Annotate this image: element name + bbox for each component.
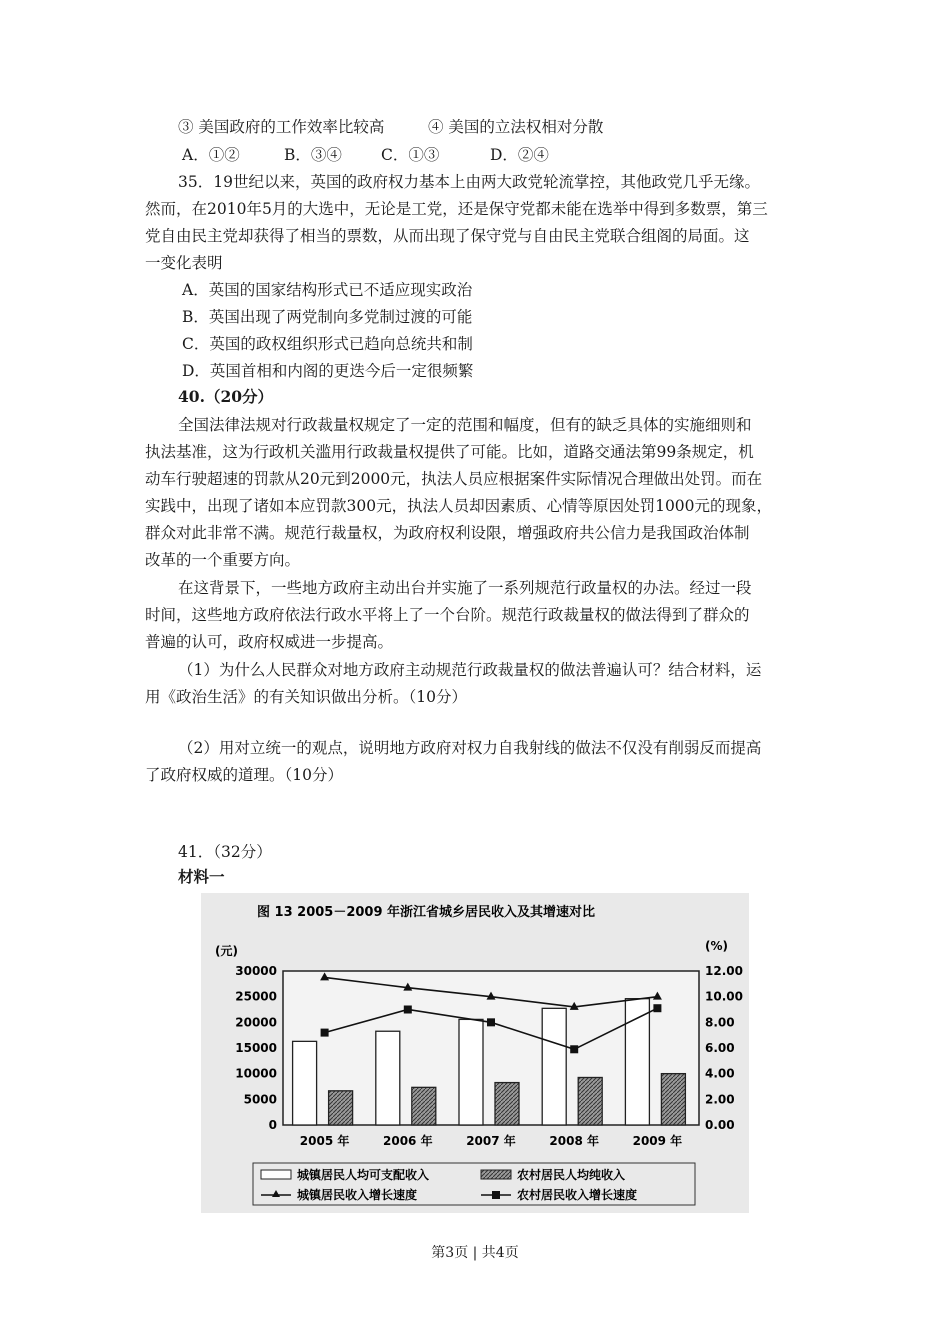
right-tick-label: 0.00: [705, 1118, 735, 1132]
q40-para1-line: 群众对此非常不满。规范行裁量权，为政府权利设限，增强政府共公信力是我国政治体制: [145, 524, 750, 542]
left-tick-label: 5000: [243, 1092, 277, 1107]
urban-income-bar: [459, 1019, 483, 1125]
legend-label: 城镇居民收入增长速度: [297, 1188, 418, 1202]
x-tick-label: 2006 年: [383, 1134, 433, 1148]
rural-growth-point: [653, 1004, 661, 1012]
legend-label: 农村居民收入增长速度: [517, 1188, 638, 1202]
x-tick-label: 2008 年: [549, 1134, 599, 1148]
urban-income-bar: [293, 1041, 317, 1125]
legend-swatch-urban-growth-marker: [272, 1190, 280, 1197]
urban-income-bar: [376, 1031, 400, 1125]
left-tick-label: 0: [268, 1118, 277, 1132]
left-tick-label: 10000: [235, 1066, 277, 1081]
q40-para1-line: 动车行驶超速的罚款从20元到2000元，执法人员应根据案件实际情况合理做出处罚。而在: [145, 470, 763, 488]
q35-choice-c: C．英国的政权组织形式已趋向总统共和制: [182, 335, 473, 353]
income-chart: [201, 893, 749, 1213]
legend-label: 农村居民人均纯收入: [517, 1168, 626, 1182]
q40-sub1-line: 用《政治生活》的有关知识做出分析。（10分）: [145, 688, 467, 706]
left-tick-label: 15000: [235, 1041, 277, 1055]
right-tick-label: 12.00: [705, 964, 743, 978]
chart-title: 图 13 2005－2009 年浙江省城乡居民收入及其增速对比: [257, 905, 596, 920]
q35-text-line: 一变化表明: [145, 254, 223, 272]
q35-text-line: 35．19世纪以来，英国的政府权力基本上由两大政党轮流掌控，其他政党几乎无缘。: [178, 173, 760, 191]
q40-para1-line: 实践中，出现了诸如本应罚款300元，执法人员却因素质、心情等原因处罚1000元的现象，: [145, 497, 773, 515]
legend-swatch-rural-growth-marker: [492, 1191, 500, 1199]
q40-para2-line: 在这背景下，一些地方政府主动出台并实施了一系列规范行政量权的办法。经过一段: [178, 579, 752, 597]
q41-heading: 41．（32分）: [178, 843, 272, 861]
right-tick-label: 10.00: [705, 989, 743, 1004]
q41-material-label: 材料一: [178, 867, 225, 886]
q34-choice-a: A．①②: [182, 146, 240, 164]
x-tick-label: 2007 年: [466, 1134, 516, 1148]
q34-choice-b: B．③④: [284, 146, 342, 164]
q35-choice-a: A．英国的国家结构形式已不适应现实政治: [182, 281, 473, 299]
q34-option-3: ③ 美国政府的工作效率比较高: [178, 118, 385, 136]
rural-income-bar: [661, 1074, 685, 1125]
left-axis-unit: (元): [215, 944, 238, 958]
right-tick-label: 6.00: [705, 1041, 735, 1055]
q40-sub1-line: （1）为什么人民群众对地方政府主动规范行政裁量权的做法普遍认可？结合材料，运: [178, 661, 762, 679]
left-tick-label: 20000: [235, 1015, 277, 1030]
right-tick-label: 2.00: [705, 1092, 735, 1107]
rural-income-bar: [495, 1083, 519, 1125]
income-chart-svg: [201, 893, 749, 1213]
rural-income-bar: [329, 1091, 353, 1125]
q40-sub2-line: 了政府权威的道理。（10分）: [145, 766, 343, 784]
q34-choice-c: C．①③: [381, 146, 440, 164]
left-tick-label: 30000: [235, 964, 277, 978]
legend-label: 城镇居民人均可支配收入: [297, 1168, 430, 1182]
q35-choice-d: D．英国首相和内阁的更迭今后一定很频繁: [182, 362, 474, 380]
urban-income-bar: [542, 1008, 566, 1125]
right-tick-label: 4.00: [705, 1066, 735, 1081]
rural-growth-point: [321, 1029, 329, 1037]
legend-swatch-rural-income: [481, 1170, 511, 1179]
right-axis-unit: (%): [705, 939, 728, 953]
q40-sub2-line: （2）用对立统一的观点，说明地方政府对权力自我射线的做法不仅没有削弱反而提高: [178, 739, 762, 757]
q34-choice-d: D．②④: [490, 146, 549, 164]
x-tick-label: 2009 年: [632, 1134, 683, 1148]
q40-heading: 40.（20分）: [178, 387, 274, 406]
rural-income-bar: [412, 1087, 436, 1125]
rural-growth-point: [487, 1018, 495, 1026]
legend-swatch-urban-income: [261, 1170, 291, 1179]
q35-text-line: 然而，在2010年5月的大选中，无论是工党，还是保守党都未能在选举中得到多数票，第三: [145, 200, 768, 218]
q34-option-4: ④ 美国的立法权相对分散: [428, 118, 604, 136]
rural-growth-point: [570, 1045, 578, 1053]
x-tick-label: 2005 年: [299, 1134, 350, 1148]
q40-para2-line: 时间，这些地方政府依法行政水平将上了一个台阶。规范行政裁量权的做法得到了群众的: [145, 606, 750, 624]
rural-growth-point: [404, 1006, 412, 1014]
q40-para2-line: 普遍的认可，政府权威进一步提高。: [145, 633, 394, 651]
q35-choice-b: B．英国出现了两党制向多党制过渡的可能: [182, 308, 473, 326]
right-tick-label: 8.00: [705, 1015, 735, 1030]
q35-text-line: 党自由民主党却获得了相当的票数，从而出现了保守党与自由民主党联合组阁的局面。这: [145, 227, 750, 245]
q40-para1-line: 全国法律法规对行政裁量权规定了一定的范围和幅度，但有的缺乏具体的实施细则和: [178, 416, 752, 434]
rural-income-bar: [578, 1077, 602, 1125]
q40-para1-line: 执法基准，这为行政机关滥用行政裁量权提供了可能。比如，道路交通法第99条规定，机: [145, 443, 754, 461]
q40-para1-line: 改革的一个重要方向。: [145, 551, 301, 569]
left-tick-label: 25000: [235, 989, 277, 1004]
page-footer: 第3页 | 共4页: [431, 1245, 519, 1261]
